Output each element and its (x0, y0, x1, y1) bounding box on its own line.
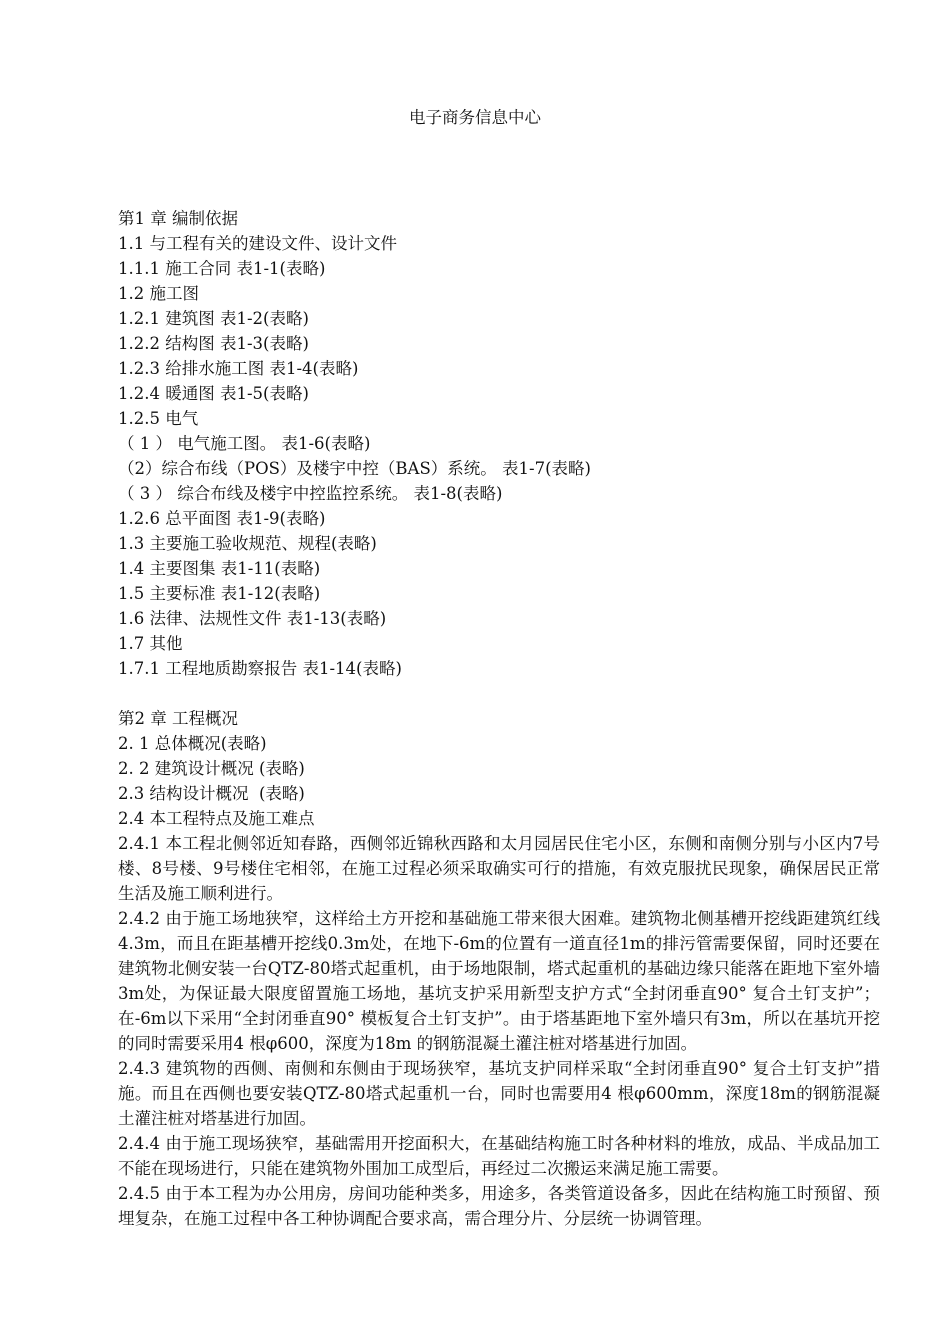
toc-line: 1.2.1 建筑图 表1-2(表略) (118, 309, 309, 328)
section-line: 2.3 结构设计概况 (表略) (118, 784, 305, 803)
toc-line: （2）综合布线（POS）及楼宇中控（BAS）系统。 表1-7(表略) (118, 459, 591, 478)
toc-line: 1.2 施工图 (118, 284, 199, 303)
chapter-2-title: 第2 章 工程概况 (118, 709, 238, 728)
toc-line: 1.2.5 电气 (118, 409, 199, 428)
toc-line: 1.2.3 给排水施工图 表1-4(表略) (118, 359, 359, 378)
toc-line: 1.1.1 施工合同 表1-1(表略) (118, 259, 326, 278)
toc-line: 1.2.6 总平面图 表1-9(表略) (118, 509, 326, 528)
paragraph-2-4-4: 2.4.4 由于施工现场狭窄，基础需用开挖面积大，在基础结构施工时各种材料的堆放，成品、半成品加工不能在现场进行，只能在建筑物外围加工成型后，再经过二次搬运来满足施工需要。 (118, 1134, 880, 1178)
section-line: 2. 1 总体概况(表略) (118, 734, 267, 753)
chapter-1-title: 第1 章 编制依据 (118, 209, 238, 228)
toc-line: 1.2.4 暖通图 表1-5(表略) (118, 384, 309, 403)
toc-line: 1.1 与工程有关的建设文件、设计文件 (118, 234, 397, 253)
section-line: 2.4 本工程特点及施工难点 (118, 809, 315, 828)
paragraph-2-4-5: 2.4.5 由于本工程为办公用房，房间功能种类多，用途多，各类管道设备多，因此在结构施工时预留、预埋复杂，在施工过程中各工种协调配合要求高，需合理分片、分层统一协调管理。 (118, 1184, 880, 1228)
toc-line: 1.2.2 结构图 表1-3(表略) (118, 334, 309, 353)
paragraph-2-4-1: 2.4.1 本工程北侧邻近知春路，西侧邻近锦秋西路和太月园居民住宅小区，东侧和南侧分别与小区内7号楼、8号楼、9号楼住宅相邻，在施工过程必须采取确实可行的措施，有效克服扰民现象，确保居民正常生活及施工顺利进行。 (118, 834, 880, 903)
page-header: 电子商务信息中心 (409, 108, 541, 127)
toc-line: 1.5 主要标准 表1-12(表略) (118, 584, 321, 603)
chapter-1-section (118, 206, 880, 681)
toc-line: 1.3 主要施工验收规范、规程(表略) (118, 534, 377, 553)
toc-line: （ 1 ） 电气施工图。 表1-6(表略) (118, 434, 371, 453)
toc-line: 1.6 法律、法规性文件 表1-13(表略) (118, 609, 387, 628)
toc-line: 1.7 其他 (118, 634, 183, 653)
section-line: 2. 2 建筑设计概况 (表略) (118, 759, 305, 778)
chapter-2-section (118, 706, 880, 1231)
toc-line: 1.7.1 工程地质勘察报告 表1-14(表略) (118, 659, 402, 678)
toc-line: （ 3 ） 综合布线及楼宇中控监控系统。 表1-8(表略) (118, 484, 503, 503)
paragraph-2-4-3: 2.4.3 建筑物的西侧、南侧和东侧由于现场狭窄，基坑支护同样采取“全封闭垂直90° 复合土钉支护”措施。而且在西侧也要安装QTZ-80塔式起重机一台，同时也需要用4 根φ600mm，深度18m的钢筋混凝土灌注桩对塔基进行加固。 (118, 1059, 880, 1128)
toc-line: 1.4 主要图集 表1-11(表略) (118, 559, 321, 578)
paragraph-2-4-2: 2.4.2 由于施工场地狭窄，这样给土方开挖和基础施工带来很大困难。建筑物北侧基槽开挖线距建筑红线4.3m，而且在距基槽开挖线0.3m处，在地下-6m的位置有一道直径1m的排污管需要保留，同时还要在建筑物北侧安装一台QTZ-80塔式起重机，由于场地限制，塔式起重机的基础边缘只能落在距地下室外墙3m处，为保证最大限度留置施工场地，基坑支护采用新型支护方式“全封闭垂直90° 复合土钉支护”；在-6m以下采用“全封闭垂直90° 模板复合土钉支护”。由于塔基距地下室外墙只有3m，所以在基坑开挖的同时需要采用4 根φ600，深度为18m 的钢筋混凝土灌注桩对塔基进行加固。 (118, 909, 880, 1053)
